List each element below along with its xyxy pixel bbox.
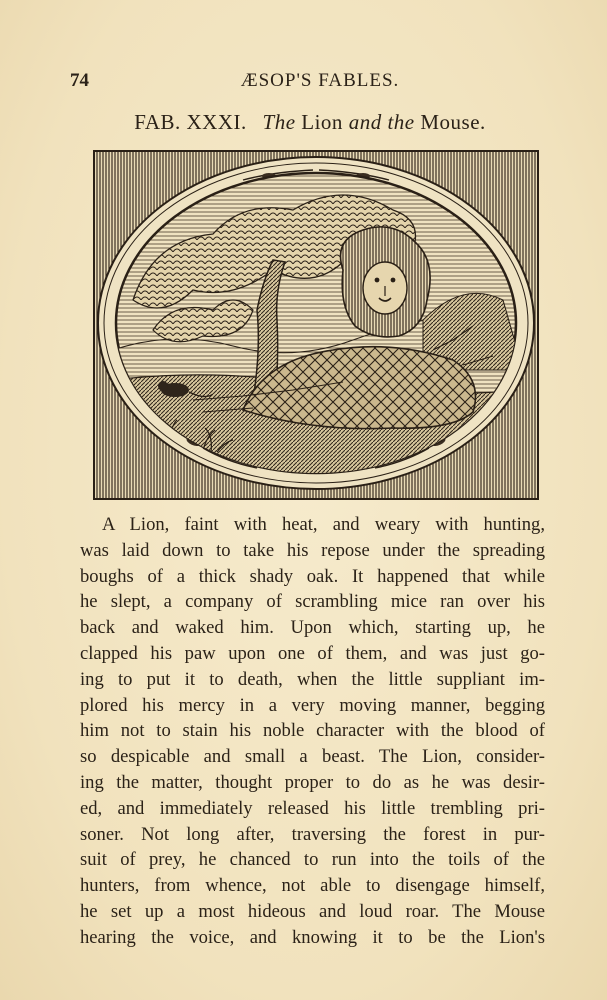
- text-line: plored his mercy in a very moving manner, begging: [80, 694, 545, 716]
- text-line: he slept, a company of scrambling mice ran over his: [80, 591, 545, 613]
- text-line: him not to stain his noble character with the blood of: [80, 720, 545, 742]
- text-line: boughs of a thick shady oak. It happened that while: [80, 565, 545, 587]
- text-line: clapped his paw upon one of them, and was just go-: [80, 642, 545, 664]
- text-line: was laid down to take his repose under the spreading: [80, 539, 545, 561]
- text-line: ed, and immediately released his little trembling pri-: [80, 797, 545, 819]
- text-line: ing the matter, thought proper to do as he was desir-: [80, 771, 545, 793]
- page-number: 74: [70, 70, 89, 91]
- text-line: back and waked him. Upon which, starting up, he: [80, 617, 545, 639]
- fable-title: [80, 110, 540, 135]
- text-line: he set up a most hideous and loud roar. The Mouse: [80, 900, 545, 922]
- title-word-the: The: [262, 110, 296, 134]
- title-word-and-the: and the: [348, 110, 415, 134]
- text-line: ing to put it to death, when the little suppliant im-: [80, 668, 545, 690]
- text-line: hunters, from whence, not able to disengage himself,: [80, 875, 545, 897]
- book-title: ÆSOP'S FABLES.: [240, 70, 400, 91]
- fable-number: FAB. XXXI.: [134, 110, 247, 134]
- text-line: suit of prey, he chanced to run into the toils of the: [80, 849, 545, 871]
- text-line: so despicable and small a beast. The Lion, consider-: [80, 746, 545, 768]
- text-line: hearing the voice, and knowing it to be the Lion's: [80, 926, 545, 948]
- woodcut-illustration: [93, 150, 539, 500]
- running-head: [70, 64, 550, 92]
- lion-and-mouse-engraving: [93, 150, 539, 500]
- fable-body-text: [80, 512, 545, 951]
- text-line: soner. Not long after, traversing the forest in pur-: [80, 823, 545, 845]
- title-word-mouse: Mouse.: [420, 110, 486, 134]
- title-word-lion: Lion: [301, 110, 343, 134]
- text-line: A Lion, faint with heat, and weary with hunting,: [102, 514, 545, 535]
